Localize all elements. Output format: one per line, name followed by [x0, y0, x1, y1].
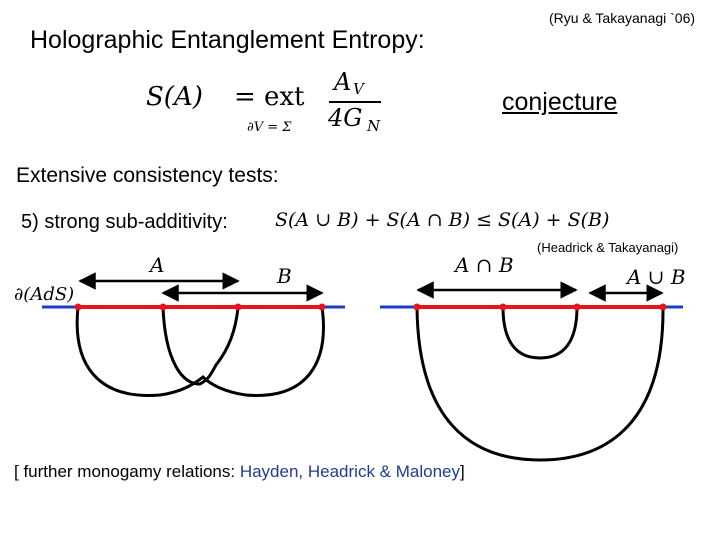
label-union: A ∪ B	[627, 265, 686, 289]
endpoint-dot	[660, 304, 667, 311]
formula-numerator-sub: V	[353, 80, 364, 98]
diagram-right	[380, 290, 683, 460]
endpoint-dot	[500, 304, 507, 311]
endpoint-dot	[235, 304, 242, 311]
note-authors: Hayden, Headrick & Maloney	[239, 462, 460, 481]
note-close: ]	[460, 462, 465, 481]
slide-title: Holographic Entanglement Entropy:	[30, 26, 425, 54]
formula-numerator: A	[334, 68, 352, 96]
endpoint-dot	[319, 304, 326, 311]
formula-denominator-sub: N	[367, 117, 381, 135]
label-region-a: A	[150, 253, 165, 277]
citation-ryu-takayanagi: (Ryu & Takayanagi `06)	[549, 10, 696, 26]
endpoint-dot	[160, 304, 167, 311]
endpoint-dot	[414, 304, 421, 311]
tests-heading: Extensive consistency tests:	[16, 164, 279, 187]
formula-ext: ext	[264, 82, 305, 112]
formula-denominator: 4G	[328, 104, 363, 132]
ssa-label: 5) strong sub-additivity:	[21, 211, 228, 233]
label-intersection: A ∩ B	[455, 253, 514, 277]
boundary-label: ∂(AdS)	[14, 284, 75, 305]
minimal-surface-intersection	[503, 307, 577, 358]
note-open: [ further monogamy relations:	[14, 462, 240, 481]
diagram-left	[42, 281, 345, 395]
citation-headrick-takayanagi: (Headrick & Takayanagi)	[537, 240, 679, 255]
endpoint-dot	[574, 304, 581, 311]
minimal-surface-union	[417, 307, 663, 460]
endpoint-dot	[75, 304, 82, 311]
ssa-formula: S(A ∪ B) + S(A ∩ B) ≤ S(A) + S(B)	[275, 209, 610, 231]
minimal-surface-inner-left	[163, 307, 238, 384]
label-region-b: B	[277, 264, 292, 288]
formula-lhs: S(A)	[146, 82, 203, 112]
monogamy-note	[14, 462, 465, 482]
formula-equals: =	[234, 82, 256, 112]
conjecture-link[interactable]: conjecture	[502, 88, 618, 116]
formula-ext-subscript: ∂V = Σ	[247, 120, 292, 135]
